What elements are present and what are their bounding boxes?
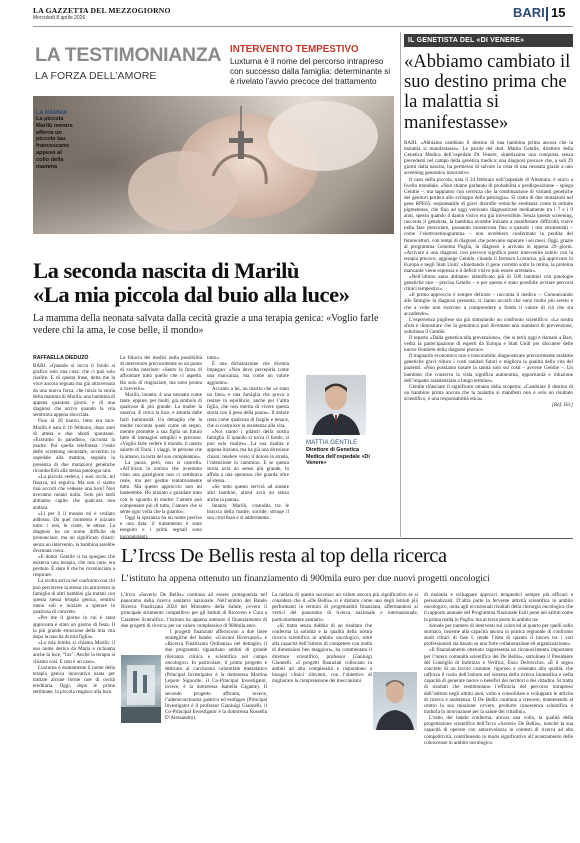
main-col3-p6: Intanto, Marilù, custodita tra le braccia della madre, sorride, stringe il suo crocifisso e si addormenta. [207, 502, 289, 522]
main-subhead: La mamma della neonata salvata dalla cecità grazie a una terapia genica: «Voglio farle vedere chi la ama, le cose belle, il mondo» [33, 313, 379, 336]
paper-name: LA GAZZETTA DEL MEZZOGIORNO [33, 6, 171, 15]
interview-p6: Il reparto «Dalla genetica alla prevenzione», che si terrà oggi e domani a Bari, vedrà la partecipazione di esperti da Europa e Stati Uniti per discutere delle nuove frontiere della diagnosi precoce. [404, 335, 573, 354]
interview-signature: [Raf. Dic] [551, 402, 573, 409]
ircss-col2-p1: La notizia di questo successo un valore ancora più significativo se si considera che il «De Bellis» si è distinto come uno degli Istituti più performanti in termini di progettualità finanziata, affermandosi ai vertici del panorama di ricerca nazionale e internazionale, particolarmente sanitario. [272, 592, 418, 623]
issue-date: Mercoledì 8 aprile 2026 [33, 15, 86, 21]
director-photo [373, 672, 417, 730]
deck-text: Luxturna è il nome del percorso intrapreso con successo dalla famiglia: determinante si è rivelato l’avvio precoce del trattamento [230, 57, 391, 86]
main-headline-1: La seconda nascita di Marilù [33, 258, 299, 283]
main-col1-p6: La svolta arriva nel confronto con chi può percorrere la stessa via attraverso la famiglia di altri bambini già trattati con questa stessa terapia genica, sentirsi meno soli e iniziare a sperare in qualcosa di concreto. [33, 578, 115, 616]
interview-p3: «Nell’ultimo anno abbiamo identificato più di 500 bambini con patologie genetiche rare – precisa Gentile – e per questo è stato possibile avviare percorsi clinici tempestivi». [404, 274, 573, 293]
main-col1-p8: «La mia bimba si chiama Marilù: il suo nome deriva da Maria e richiama anche la luce, “lux”. Anche la terapia si chiama così. E non è un caso». [33, 640, 115, 665]
deck-title: INTERVENTO TEMPESTIVO [230, 44, 359, 55]
masthead [33, 5, 573, 27]
interview-p8: Gentile rifasciare il significato umano della scoperta: «Cambiare il destino di un bambino prima ancora che la malattia si manifesti non è solo un risultato scientifico, è una responsabilità etica». [404, 383, 573, 402]
interview-body [404, 140, 573, 535]
main-column-3 [207, 355, 289, 535]
kicker-subtitle: LA FORZA DELL’AMORE [35, 70, 157, 82]
photo-caption-text: La piccola Marilù mentre afferra un piccolo tau francescano appeso al collo della mamma [36, 116, 73, 170]
section-name: BARI [513, 5, 545, 20]
main-byline: RAFFAELLA DIEDUZO [33, 355, 89, 361]
interview-p4: «Il primo approccio è sempre delicato – racconta il medico –. Comunicando alle famiglie la diagnosi presunta, ci siamo accorti che sono molto più sereni e che a volte non riescono a comprendere a fondo il valore di ciò che sta accadendo». [404, 292, 573, 317]
main-column-2 [120, 355, 202, 540]
main-col1-p4: «Lì per lì il mondo mi è crollato addosso. Da quel momento è iniziato tutto: i test, le visite, le attese. La diagnosi ha un nome difficile da pronunciare, ma un significato chiaro: senza un intervento, la bambina sarebbe diventata cieca. [33, 510, 115, 554]
ircss-top-rule [120, 538, 573, 539]
interview-p1: BARI. «Abbiamo cambiato il destino di una bambina prima ancora che la malattia si manifestasse». Le parole del dott. Mattia Gentile, direttore della Genetica Medica dell’ospedale Di Venere, sintetizzano una conquista senza precedenti nel campo della genetica medica: una diagnosi precoce che, a soli 29 giorni dalla nascita, ha permesso di salvare la vista di una neonata grazie a uno screening genomico innovativo. [404, 140, 573, 177]
ircss-col3-p3: «Il finanziamento ottenuto rappresenta un riconoscimento importante per l’intero comunità scientifica del De Bellis», sottolinea il Presidente del Consiglio di Indirizzo e Verifica, Enzo Delvecchio. «È il segno concreto di un lavoro costante, rigoroso e orientato alla qualità, che rafforza il ruolo dell’istituto nel sistema della ricerca biomedica e nella capacità di generare nuove o benefici dei territori e dei cittadini. Si tratta di risultati che testimoniano l’efficacia del percorso intrapreso dall’istituto negli ultimi anni, volto a consolidare e sviluppare le attività di ricerca e assistenza. Il De Bellis continua a crescere, mantenendo al centro la sua missione: ovvero, produrre conoscenza scientifica e tradurla in innovazione per la salute dei cittadini». [424, 647, 573, 715]
main-col3-p4: «Noi siamo i pilastri della nostra famiglia. E quando si tocca il fondo, si può solo risalire». La sua risalita è appena iniziata, ma ha già una direzione chiara: tendere verso il dolore in strada, l’intenzione in cammino. E se questa storia avrà un senso più grande, lo affida a una speranza che guarda oltre sé stessa. [207, 428, 289, 485]
lab-photo-art [121, 655, 161, 723]
main-col1-p7: «Per me il giorno in cui è stata approvata è stato un giorno di festa. Il la più grande emozione della mia vita dopo la nascita di mia figlia». [33, 615, 115, 640]
main-col1-p5: «Il dottor Gentile ci ha spiegato che esisteva una terapia, che non tutto era perduto. È stato lì che ho ricominciato a respirare. [33, 553, 115, 579]
ircss-col3-p1: di malattia e sviluppare approcci terapeutici sempre più efficaci e personalizzati. D’altra parte la fervente attività scientifica in ambito oncologico, unita agli eccezionali risultati della chirurgia oncologica che il rapporto annuale del Programma Nazionale Esiti pone nei saltuti come la prima realtà in Puglia, ma al terzo posto in ambito na- [424, 592, 573, 623]
ircss-col2-p2: «Si tratta senza dubbio di un risultato che conferma la solidità e la qualità della nostra ricerca scientifica in ambito oncologico, oltre alla capacità dell’istituto di competere con realtà di dimensioni ben maggiori», ha commentato il direttore scientifico, professor Gianluigi Giannelli. «I progetti finanziati collocano in ambiti ad alta complessità e rispondono a bisogni clinici rilevanti, con l’obiettivo di migliorare la comprensione dei meccanismi [272, 622, 372, 685]
main-headline-2: «La mia piccola dal buio alla luce» [33, 282, 350, 307]
main-col1-p1: BARI. «Quando si tocca il fondo si grafico solo una cosa: che ci può solo risalire. E di questa frase, detta me la voce ancora segnata ma già attraversata da una nuova forza, che inizia la storia della mamma di Marilù, una bambina di appena quaranta giorni, e di una diagnosi che arriva quando la vita sembrava appena sbocciata. [33, 363, 115, 419]
hero-photo [33, 96, 394, 234]
photo-caption [36, 110, 76, 170]
main-col1-p3: «La piccola vedeva, i suoi occhi, mi fissava, mi seguiva. Ma non ci siamo mai accorti che vedesse una luce? Non avevamo notato nulla. Solo più tardi abbiamo capito che qualcosa non andava. [33, 473, 115, 511]
ircss-col1-p2: I progetti finanziati afferiscono a due linee strategiche del bando: «Giovani Ricercatori» e «Ricerca Finalizzata Ordinaria» nel dettaglio, il due programmi riguardano ambiti di grande rilevanza clinica e scientifica nel campo oncologico. In particolare, il primo progetto è dedicato al carcinoma colorettale metastatico (Principal Investigator è la dottoressa Martina Lepore Signorile, il Co-Principal Investigator, invece, è la dottoressa Isabella Gigante). Il secondo progetto affronta, invece, l’adenocarcinoma gastrico ed esofageo (Principal Investigator è il professor Gianluigi Giannelli, il Co-Principal Investigator è la dottoressa Rossella D’Alessandro). [165, 628, 267, 722]
page-number: 15 [551, 5, 566, 20]
interview-headline: «Abbiamo cambiato il suo destino prima che la malattia si manifestasse» [404, 51, 571, 133]
hero-photo-art [33, 96, 394, 234]
lab-photo [121, 655, 161, 723]
main-col2-p2: Marilù, intanto, è una neonata come tante, eppure, per molti, già simbolo di qualcosa di più grande. La madre la osserva. E cerca la luce, è attratta dalle forti luminosità. Un dettaglio che la madre racconta quasi come un segno, mentre promette a sua figlia un futuro fatto di immagini semplici e preziose: «Voglio farle vedere il mondo, il nostro salotto di Trani, i viaggi, le persone che la amano, la torta del suo compleanno». [120, 391, 202, 460]
portrait-art [306, 375, 366, 435]
kicker-title: LA TESTIMONIANZA [35, 44, 222, 66]
ircss-column-3 [424, 592, 573, 842]
main-col3-p2: È una dichiarazione che diventa impegno: «Non devo percepirla come una mancanza, ma come un valore aggiunto». [207, 361, 289, 386]
portrait-role: Direttore di Genetica Medica dell’ospedale «Di Venere» [306, 447, 370, 467]
ircss-col3-p2: zionale per numero di interventi sul colon ed al quarto per quelli sullo stomaco, insieme alla capacità ancora in pratica regionale di confronto studi clinici di fase I, rende l’idea di quanto il lavoro tra i vari professionisti sia basato su una forte collaborazione ed organizzazione». [424, 622, 573, 648]
portrait-photo [306, 375, 366, 435]
portrait-name: MATTIA GENTILE [306, 440, 358, 446]
main-col2-p1: La fiducia dei medici nella possibilità di intervenire precocemente su un punto di svolta interiore: «Sento la forza di affrontare tutto quello che ci aspetta. Ho solo di ringraziare, ma sono pronta a riceverlo». [120, 355, 202, 392]
ircss-col1-p1: L’Irccs «Saverio De Bellis» continua ad essere protagonista nel panorama della ricerca sanitaria nazionale. Nell’ambito del Bando Ricerca Finalizzata 2024 del Ministero della Salute, ovvero il principale strumento competitivo per gli Istituti di Ricovero e Cura a Carattere Scientifico, l’istituto ha appena ottenuto il finanziamento di due progetti di ricerca, per un valore complessivo di 900mila euro. [121, 592, 267, 629]
photo-caption-title: LA MAMMA [36, 110, 67, 116]
main-col3-p5: «Se tutto questo servirà ad aiutare altri bambini, allora avrà un senso anche la paura». [207, 484, 289, 503]
interview-p2: Il caso della piccola, nata il 24 febbraio nell’ospedale di Altamura, è unico a livello mondiale. «Non stiamo parlando di probabilità o predisposizione – spiega Gentile –, ma sappiamo con certezza che la combinazione di varianti genetiche dei genitori porterà allo sviluppo della patologia». Si tratta di due mutazioni nel gene RPE65, responsabile di gravi distrofie retiniche ereditarie come la retinite pigmentosa, che fino ad oggi venivano diagnosticate mediamente tra i 7 e i 9 anni, spesso quando il danno visivo era già irreversibile. Senza questo screening, racconta il genetista, la bambina avrebbe iniziato a manifestare difficoltà visive nella fase prescolare, passando inosservata fino a quando i test strumentali – come l’elettroretinogramma – non avrebbero confermato la perdita dei fotorecettori, con tempi di diagnosi che potevano superare i sei mesi. Oggi, grazie al programma Genoma Puglia, la diagnosi è arrivata in appena 29 giorni. «Arrivare a una diagnosi così precoce significa poter intervenire subito con la terapia precoce, aggiunge Gentile, citando il farmaco Luxturna, già approvato in Europa e negli Stati Uniti: «Iniettando il gene corretto sotto la retina, la proteina mancante viene espressa e il deficit visivo può essere arrestato». [404, 176, 573, 274]
interview-p7: Il traguardo economico non è trascurabile: diagnosticare precocemente malattie genetiche gravi riduce i costi sanitari futuri e migliora la qualità della vita dei pazienti. «Non possiamo basare la sanità solo sui costi – avverte Gentile –. Un bambino che conserva la vista significa autonomia, opportunità e riduzione dell’impatto assistenziale a lungo termine». [404, 353, 573, 384]
ircss-headline: L’Ircss De Bellis resta al top della ricerca [121, 545, 447, 567]
main-col2-p3: La paura, però, non si cancella. «All’inizio la notizia che avremmo visto una guarigione non ci sembrava reale, ma per gestire tentativamente tutto. Ma questo approccio non mi basterebbe. Ho iniziato a guardare tutto con lo sguardo di madre: l’amore può compensare più di tutto, l’amore che si sente ogni volta che la guardo». [120, 459, 202, 515]
director-photo-art [373, 672, 417, 730]
portrait-caption [306, 440, 376, 467]
main-col2-p4: Oggi la speranza ha un nome preciso e una data: il trattamento è stato eseguito e i primi segnali sono incoraggianti. [120, 515, 202, 540]
interview-p5: L’esperienza pugliese sta già stimolando un confronto scientifico: «La nostra sfida è dimostrare che la genomica può diventare uno standard di prevenzione, sottolinea il Gentile. [404, 316, 573, 335]
masthead-rule [33, 26, 573, 27]
ircss-col3-p4: L’esito del bando conferma, ancora una volta, la qualità della progettazione scientifica dell’Irccs «Saverio De Bellis», nonché la sua capacità di operare con autorevolezza in contesti di ricerca ad alta competitività, contribuendo in modo significativo all’avanzamento delle conoscenze in ambito oncologico. [424, 715, 573, 746]
main-col3-p1: tutto». [207, 355, 221, 361]
interview-kicker [404, 34, 573, 47]
page-divider [546, 7, 548, 21]
ircss-subhead: L’istituto ha appena ottenuto un finanziamento di 900mila euro per due nuovi progetti oncologici [121, 574, 490, 584]
main-col1-p2: Fino al 28 marzo, tutto era luce. Marilù è nata il 16 febbraio, dopo anni di attesa e due aborti spontanei. «Eravamo in paradiso», racconta la madre. Poi quella telefonata: l’esito dello screening neonatale, avvertito in ospedale alla mattina, segnala la presenza di due mutazioni genetiche riconducibili alla stessa patologia rara. [33, 418, 115, 474]
main-column-1 [33, 363, 115, 843]
sidebar-divider [400, 32, 401, 537]
main-col3-p3: Accanto a lei, un marito che «è stato un faro» e una famiglia che prova a restare in equilibrio, anche per l’altra figlia, che non merita di vivere questa storia con il peso della paura». Il dolore resta come qualcosa di fragile e tenace, che si costruisce la resistenza alla vita. [207, 385, 289, 429]
main-col1-p9: Luxturna è esattamente il nome della terapia genica innovativa usata per trattare alcune forme rare di cecità ereditaria. Oggi, dopo le prime settimane, la piccola reagisce alla luce. [33, 664, 115, 696]
interview-kicker-text: IL GENETISTA DEL «DI VENERE» [408, 36, 525, 44]
